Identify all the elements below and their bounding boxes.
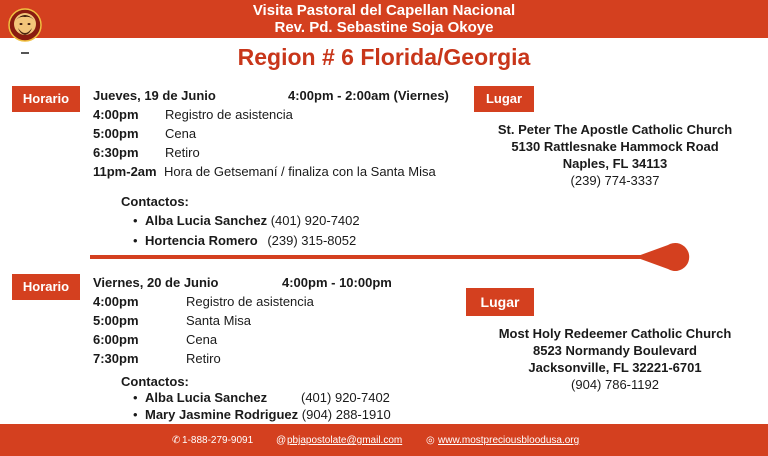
region-title: Region # 6 Florida/Georgia bbox=[237, 44, 531, 70]
event2-contact-2 bbox=[145, 407, 391, 422]
event1-venue bbox=[470, 121, 760, 189]
event2-time-1: 4:00pm bbox=[93, 294, 139, 309]
event1-date: Jueves, 19 de Junio bbox=[93, 88, 216, 103]
event2-activity-1: Registro de asistencia bbox=[186, 294, 314, 309]
event1-time-3: 6:30pm bbox=[93, 145, 139, 160]
venue-street: 5130 Rattlesnake Hammock Road bbox=[511, 139, 719, 154]
event2-activity-3: Cena bbox=[186, 332, 218, 347]
footer-email[interactable]: pbjapostolate@gmail.com bbox=[287, 435, 403, 446]
event2-time-range: 4:00pm - 10:00pm bbox=[282, 275, 392, 290]
contact-phone: (239) 315-8052 bbox=[267, 233, 357, 248]
contact-name: Alba Lucia Sanchez bbox=[145, 390, 268, 405]
contact-phone: (401) 920-7402 bbox=[270, 213, 360, 228]
header-title: Visita Pastoral del Capellan Nacional bbox=[252, 2, 516, 19]
event2-activity-2: Santa Misa bbox=[186, 313, 252, 328]
horario-badge-1: Horario bbox=[12, 86, 80, 112]
venue-city: Jacksonville, FL 32221-6701 bbox=[528, 360, 702, 375]
venue-phone: (904) 786-1192 bbox=[571, 377, 659, 392]
footer-phone[interactable]: 1-888-279-9091 bbox=[182, 435, 254, 446]
venue-street: 8523 Normandy Boulevard bbox=[532, 343, 697, 358]
footer-bar bbox=[0, 424, 768, 456]
section-divider bbox=[90, 238, 694, 276]
event2-activity-4: Retiro bbox=[186, 351, 221, 366]
map-pin-icon bbox=[635, 243, 689, 271]
contact-phone: (401) 920-7402 bbox=[301, 390, 390, 405]
event1-time-2: 5:00pm bbox=[93, 126, 139, 141]
venue-city: Naples, FL 34113 bbox=[562, 156, 668, 171]
globe-icon: ◎ bbox=[426, 435, 435, 446]
event2-venue bbox=[470, 325, 760, 393]
event2-date: Viernes, 20 de Junio bbox=[93, 275, 219, 290]
contact-phone: (904) 288-1910 bbox=[301, 407, 391, 422]
event1-time-1: 4:00pm bbox=[93, 107, 139, 122]
event1-activity-1: Registro de asistencia bbox=[165, 107, 293, 122]
contact-name: Alba Lucia Sanchez bbox=[145, 213, 268, 228]
horario-badge-2: Horario bbox=[12, 274, 80, 300]
event1-activity-4: Hora de Getsemaní / finaliza con la Santa Misa bbox=[164, 164, 436, 179]
footer-website[interactable]: www.mostpreciousbloodusa.org bbox=[438, 435, 580, 446]
event1-time-range: 4:00pm - 2:00am (Viernes) bbox=[288, 88, 449, 103]
contact-name: Mary Jasmine Rodriguez bbox=[145, 407, 299, 422]
header-subtitle: Rev. Pd. Sebastine Soja Okoye bbox=[274, 19, 494, 36]
lugar-badge-2: Lugar bbox=[466, 288, 534, 316]
lugar-badge-1: Lugar bbox=[474, 86, 534, 112]
venue-name: Most Holy Redeemer Catholic Church bbox=[498, 326, 732, 341]
event2-time-2: 5:00pm bbox=[93, 313, 139, 328]
event1-time-4: 11pm-2am bbox=[93, 164, 157, 179]
event1-activity-2: Cena bbox=[165, 126, 197, 141]
contact-name: Hortencia Romero bbox=[145, 233, 258, 248]
venue-name: St. Peter The Apostle Catholic Church bbox=[497, 122, 733, 137]
phone-icon: ✆ bbox=[172, 435, 181, 446]
event1-activity-3: Retiro bbox=[165, 145, 200, 160]
event2-contacts-label: Contactos: bbox=[121, 374, 189, 389]
event2-contact-1 bbox=[145, 390, 267, 405]
event1-contact-1 bbox=[145, 213, 360, 228]
event2-time-3: 6:00pm bbox=[93, 332, 139, 347]
at-sign-icon: @ bbox=[276, 435, 287, 446]
header-banner bbox=[0, 0, 768, 38]
event1-contacts-label: Contactos: bbox=[121, 194, 189, 209]
event2-time-4: 7:30pm bbox=[93, 351, 139, 366]
venue-phone: (239) 774-3337 bbox=[570, 173, 660, 188]
